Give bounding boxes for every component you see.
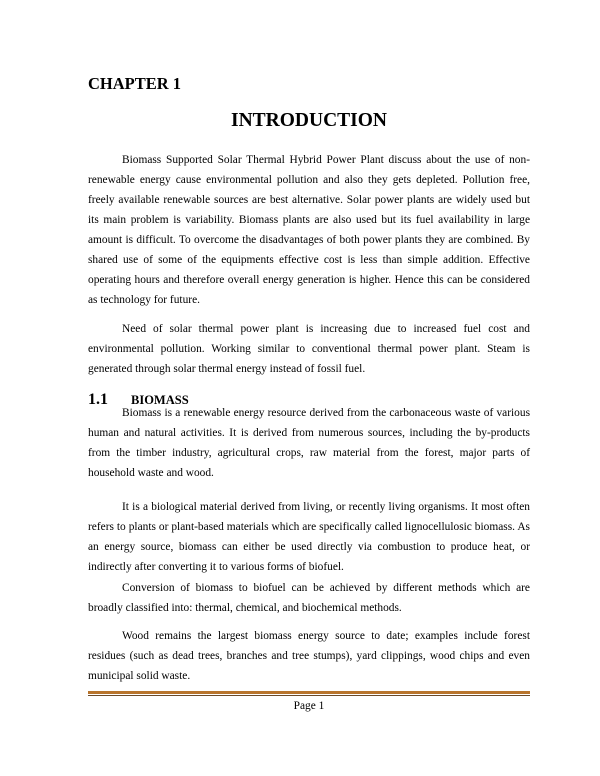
section-paragraph-2: It is a biological material derived from living, or recently living organisms. It most often refers to plants or plant-based materials which are specifically called lignocellulosic biomass. As an energy source, biomass can either be used directly via combustion to produce heat, or indirectly after converting it to various forms of biofuel. <box>88 501 530 573</box>
section-paragraph-4: Wood remains the largest biomass energy source to date; examples include forest residues (such as dead trees, branches and tree stumps), yard clippings, wood chips and even municipal solid waste. <box>88 630 530 682</box>
chapter-label: CHAPTER 1 <box>88 74 182 93</box>
page-title: INTRODUCTION <box>230 110 388 131</box>
intro-paragraph-1: Biomass Supported Solar Thermal Hybrid Power Plant discuss about the use of non-renewable energy cause environmental pollution and also they gets depleted. Pollution free, freely available renewable sources are best alternative. Solar power plants are widely used but its main problem is variability. Biomass plants are also used but its fuel availability in large amount is difficult. To overcome the disadvantages of both power plants they are combined. By shared use of some of the equipments effective cost is less than simple addition. Effective operating hours and therefore overall energy generation is higher. Hence this can be considered as technology for future. <box>88 154 530 306</box>
footer-rule-thin <box>88 695 530 696</box>
section-paragraph-3: Conversion of biomass to biofuel can be achieved by different methods which are broadly classified into: thermal, chemical, and biochemical methods. <box>88 582 530 614</box>
footer-rule <box>88 691 530 694</box>
intro-paragraph-2: Need of solar thermal power plant is increasing due to increased fuel cost and environmental pollution. Working similar to conventional thermal power plant. Steam is generated through solar thermal energy instead of fossil fuel. <box>88 323 530 375</box>
page-number: Page 1 <box>293 700 325 712</box>
section-number: 1.1 <box>88 391 108 408</box>
section-paragraph-1: Biomass is a renewable energy resource derived from the carbonaceous waste of various human and natural activities. It is derived from numerous sources, including the by-products from the timber industry, agricultural crops, raw material from the forest, major parts of household waste and wood. <box>88 407 530 479</box>
section-title: BIOMASS <box>131 393 189 407</box>
